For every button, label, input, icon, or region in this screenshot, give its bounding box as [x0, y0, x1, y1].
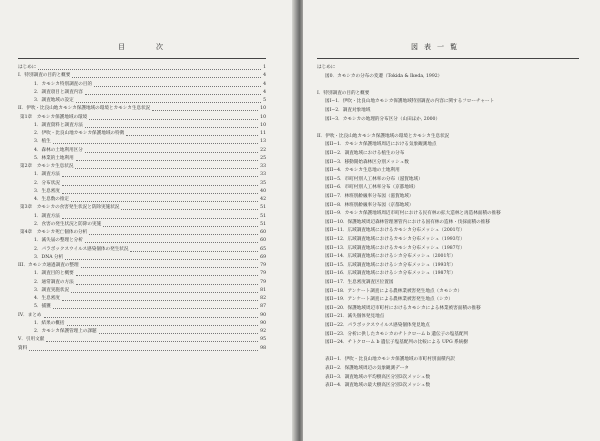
toc-leader-dots: [103, 222, 258, 227]
figure-list-title-rule: [317, 58, 579, 59]
toc-entry: [18, 336, 266, 343]
toc-leader-dots: [72, 73, 261, 78]
figure-list-title: 図表一覧: [411, 43, 463, 51]
toc-entry-page: 65: [260, 246, 266, 252]
figure-list-item: 図II−12．広域調査地域におけるカモシカ分布メッシュ（1993年）: [325, 237, 465, 242]
toc-leader-dots: [85, 90, 261, 95]
figure-list-item: 図II−21．滅失個体発見地点: [325, 314, 385, 320]
toc-leader-dots: [152, 106, 258, 111]
toc-entry: [18, 345, 266, 352]
toc-entry-page: 60: [260, 230, 266, 235]
toc-entry-text: はじめに: [18, 65, 37, 70]
toc-entry-page: 90: [260, 312, 266, 318]
figure-list-item: 図II−22．パラポックスウイルス感染個体発見地点: [325, 323, 430, 328]
figure-list-item: 図II−15．広域調査地域におけるシカ分布メッシュ（1993年）: [325, 262, 456, 268]
toc-entry-page: 4: [263, 81, 266, 87]
figure-list-item: 表II−1．伊吹・比良山地カモシカ保護地域の市町村別面積内訳: [325, 357, 455, 363]
toc-entry: [34, 213, 266, 220]
toc-entry-text: 5．林業的土地利用: [34, 155, 74, 161]
toc-entry-text: 1．カモシカ特別調査の目的: [34, 81, 93, 87]
toc-entry: [34, 270, 266, 277]
toc-leader-dots: [62, 189, 258, 194]
toc-entry-page: 33: [260, 164, 266, 169]
toc-entry-page: 10: [260, 106, 266, 112]
toc-entry: [34, 303, 266, 310]
toc-entry-text: 第2章 カモシカ生息状況: [20, 164, 74, 169]
toc-entry: [34, 147, 266, 154]
toc-entry-text: 2．通常調査の方法: [34, 279, 74, 285]
toc-leader-dots: [53, 304, 258, 309]
toc-entry-text: 4．生息密度: [34, 296, 60, 301]
toc-entry-page: 4: [263, 73, 266, 79]
toc-entry: [34, 221, 266, 228]
toc-leader-dots: [62, 181, 258, 186]
toc-entry-page: 5: [263, 98, 266, 103]
toc-entry-text: 3．調査地域の設定: [34, 98, 74, 103]
toc-leader-dots: [71, 197, 258, 202]
figure-list-item: 図II−18．アンケート調査による農林業被害発生地点（カモシカ）: [325, 288, 463, 294]
toc-entry-text: II．伊吹・比良山地カモシカ保護地域の環境とカモシカ生息状況: [18, 106, 151, 112]
toc-entry-text: 2．調査項目と調査内容: [34, 89, 83, 95]
toc-entry-text: 2．伊吹・比良山地カモシカ保護地域の特徴: [34, 131, 125, 136]
toc-entry-text: III．カモシカ通過調査の整理: [18, 263, 79, 268]
figure-list-section: I．特別調査の目的と概要: [317, 90, 370, 96]
toc-leader-dots: [76, 280, 258, 285]
toc-entry-page: 10: [260, 114, 266, 120]
toc-entry-text: 3．生息密度: [34, 188, 60, 194]
toc-entry-text: IV．まとめ: [18, 312, 42, 318]
toc-entry-text: 1．調査資料と調査方法: [34, 122, 83, 128]
toc-entry-text: 資料: [18, 345, 28, 351]
toc-entry-page: 69: [260, 254, 266, 260]
toc-leader-dots: [85, 238, 258, 243]
toc-entry: [34, 130, 266, 137]
toc-entry-page: 22: [260, 147, 266, 153]
toc-entry-text: 第4章 カモシカ死亡個体の分析: [20, 230, 88, 235]
toc-leader-dots: [62, 296, 258, 301]
toc-leader-dots: [76, 98, 261, 103]
toc-entry-text: 第3章 カモシカの食害発生状況と防除実施状況: [20, 205, 120, 211]
figure-list-item: 表II−4．調査地域の最大樹高区分別3次メッシュ数: [325, 383, 431, 389]
figure-list-item: 図II−7．林班別齢級率分布図（滋賀地域）: [325, 194, 414, 199]
figure-list-section: II．伊吹・比良山地カモシカ保護地域の環境とカモシカ生息状況: [317, 133, 450, 139]
toc-entry-page: 10: [260, 122, 266, 128]
toc-entry-text: 第1章 カモシカ保護地域の環境: [20, 114, 88, 120]
toc-entry-text: 4．生息数の推定: [34, 197, 70, 202]
figure-list-item: 図II−2．調査地域における植生の分布: [325, 151, 405, 156]
toc-entry-text: 2．分布状況: [34, 180, 60, 186]
toc-entry: [20, 163, 266, 170]
toc-entry: [34, 328, 266, 335]
toc-leader-dots: [44, 313, 259, 318]
toc-leader-dots: [65, 255, 258, 260]
figure-list-item: 表II−2．保護地域周辺の気象観測データ: [325, 366, 409, 371]
toc-leader-dots: [76, 156, 258, 161]
toc-entry-page: 42: [260, 197, 266, 202]
toc-entry-text: 1．調査目的と概要: [34, 271, 74, 277]
toc-entry-text: 1．調査方法: [34, 172, 60, 178]
right-page-figure-list: [303, 0, 600, 441]
toc-leader-dots: [99, 329, 258, 334]
toc-entry-page: 25: [260, 155, 266, 161]
toc-entry: [18, 105, 266, 112]
toc-entry-page: 60: [260, 238, 266, 244]
toc-leader-dots: [85, 123, 258, 128]
toc-entry: [34, 180, 266, 187]
toc-leader-dots: [53, 139, 258, 144]
toc-entry-page: 51: [260, 205, 266, 211]
figure-list-section: はじめに: [317, 65, 336, 70]
figure-list-item: 図II−8．林班別齢級率分布図（京都地域）: [325, 202, 414, 208]
toc-entry-page: 90: [260, 320, 266, 326]
toc-entry-page: 79: [260, 279, 266, 285]
toc-entry: [18, 312, 266, 319]
figure-list-item: 図II−23．分析に供したカモシカのチトクローム b 遺伝子の塩基配列: [325, 331, 469, 337]
figure-list-item: 図I−1．伊吹・比良山地カモシカ保護地域特別調査の内容に関するフローチャート: [325, 99, 495, 105]
figure-list-item: 図II−13．広域調査地域におけるカモシカ分布メッシュ（1987年）: [325, 245, 465, 251]
figure-list-item: 図II−17．生息密度調査区位置図: [325, 280, 394, 285]
toc-leader-dots: [81, 263, 259, 268]
toc-entry-page: 98: [260, 345, 266, 351]
toc-entry: [34, 237, 266, 244]
figure-list-item: 図II−6．市町村別人工林率分布（京都地域）: [325, 185, 419, 191]
toc-entry-page: 92: [260, 329, 266, 334]
toc-leader-dots: [67, 321, 259, 326]
toc-entry-page: 51: [260, 221, 266, 227]
toc-entry: [34, 279, 266, 286]
toc-entry: [34, 122, 266, 129]
toc-entry-text: 2．食害の発生状況と防除の実施: [34, 221, 102, 227]
toc-title: 目 次: [118, 43, 175, 51]
figure-list-item: 図II−24．チトクローム b 遺伝子塩基配列の比較による UPG 系統樹: [325, 340, 468, 346]
toc-entry: [34, 81, 266, 88]
figure-list-item: 図I−2．調査対象地域: [325, 108, 371, 113]
toc-entry-page: 11: [260, 131, 266, 136]
toc-entry-page: 13: [260, 139, 266, 145]
figure-list-item: 図II−9．カモシカ保護地域周辺市町村における民有林の拡大造林と再造林面積の推移: [325, 211, 501, 217]
toc-entry-text: I．特別調査の目的と概要: [18, 73, 71, 79]
toc-entry: [34, 188, 266, 195]
toc-entry-text: 3．調査実施状況: [34, 287, 70, 293]
toc-leader-dots: [89, 115, 258, 120]
toc-leader-dots: [89, 230, 258, 235]
toc-entry: [20, 114, 266, 121]
toc-entry: [34, 171, 266, 178]
figure-list-item: 図II−14．広域調査地域におけるシカ分布メッシュ（2001年）: [325, 254, 456, 260]
toc-entry-page: 81: [260, 287, 266, 293]
figure-list-item: 図II−20．保護地域周辺市町村におけるカモシカによる林業被害面積の推移: [325, 305, 481, 311]
toc-entry-text: V．引用文献: [18, 337, 45, 343]
toc-entry-page: 82: [260, 296, 266, 301]
toc-entry: [20, 229, 266, 236]
toc-leader-dots: [130, 247, 258, 252]
toc-leader-dots: [76, 271, 258, 276]
toc-entry: [34, 138, 266, 145]
toc-entry-page: 1: [263, 65, 266, 70]
figure-list-item: 図II−1．カモシカ保護地域周辺における気象観測地点: [325, 142, 437, 148]
left-page-table-of-contents: [0, 0, 296, 441]
figure-list-item: 図II−10．保護地域周辺森林管理署管内における国有林の造林・伐採面積の推移: [325, 219, 490, 225]
figure-list-item: 図II−16．広域調査地域におけるシカ分布メッシュ（1987年）: [325, 271, 456, 277]
toc-entry-text: 1．滅失届の整理と分析: [34, 238, 83, 244]
figure-list-item: 表II−3．調査地域の平均樹高区分別3次メッシュ数: [325, 374, 431, 380]
figure-list-item: 図II−4．カモシカ生息地の土地利用: [325, 168, 400, 174]
toc-entry-page: 40: [260, 188, 266, 194]
toc-entry: [34, 246, 266, 253]
toc-entry-page: 35: [260, 180, 266, 186]
toc-entry: [18, 64, 266, 71]
toc-entry-page: 87: [260, 304, 266, 310]
toc-entry: [34, 320, 266, 327]
toc-entry-page: 79: [260, 263, 266, 268]
toc-entry: [18, 72, 266, 79]
toc-entry: [34, 287, 266, 294]
toc-entry-text: 2．カモシカ保護管理上の課題: [34, 329, 97, 334]
toc-leader-dots: [46, 337, 258, 342]
toc-entry: [18, 262, 266, 269]
toc-entry-page: 4: [263, 89, 266, 95]
toc-entry: [34, 155, 266, 162]
toc-leader-dots: [94, 82, 261, 87]
figure-list-item: 図II−5．市町村別人工林率の分布（滋賀地域）: [325, 176, 423, 182]
toc-leader-dots: [62, 214, 258, 219]
toc-entry: [34, 89, 266, 96]
toc-leader-dots: [38, 65, 261, 70]
toc-entry-text: 2．パラポックスウイルス感染個体の発生状況: [34, 246, 129, 252]
toc-entry: [34, 196, 266, 203]
toc-entry: [34, 295, 266, 302]
toc-entry: [34, 97, 266, 104]
toc-entry-text: 1．調査方法: [34, 213, 60, 219]
toc-leader-dots: [71, 288, 258, 293]
toc-entry-text: 3．DNA 分析: [34, 254, 64, 260]
toc-entry-text: 3．植生: [34, 139, 51, 145]
toc-entry-text: 4．森林の土地利用区分: [34, 147, 83, 153]
toc-entry-page: 33: [260, 172, 266, 178]
toc-leader-dots: [75, 164, 258, 169]
toc-entry-page: 51: [260, 213, 266, 219]
toc-title-rule: [18, 58, 266, 59]
figure-list-item: 図I−3．カモシカの地理的分布区分（山田ほか, 2000）: [325, 116, 441, 122]
toc-entry: [34, 254, 266, 261]
toc-leader-dots: [29, 346, 258, 351]
toc-entry-page: 79: [260, 271, 266, 277]
toc-leader-dots: [121, 205, 258, 210]
toc-leader-dots: [62, 172, 258, 177]
figure-list-item: 図II−3．移動開始森林区分別メッシュ数: [325, 159, 409, 165]
toc-leader-dots: [126, 131, 258, 136]
figure-list-item: 図0．カモシカの分布の変遷（Tokida & Ikeda, 1992）: [325, 73, 443, 79]
toc-leader-dots: [85, 148, 258, 153]
toc-entry-page: 95: [260, 337, 266, 343]
toc-entry-text: 1．結果の概括: [34, 320, 65, 326]
figure-list-item: 図II−11．広域調査地域におけるカモシカ分布メッシュ（2001年）: [325, 228, 465, 234]
toc-entry: [20, 204, 266, 211]
toc-entry-text: 5．捕獲: [34, 304, 51, 310]
figure-list-item: 図II−19．アンケート調査による農林業被害発生地点（シカ）: [325, 297, 453, 303]
